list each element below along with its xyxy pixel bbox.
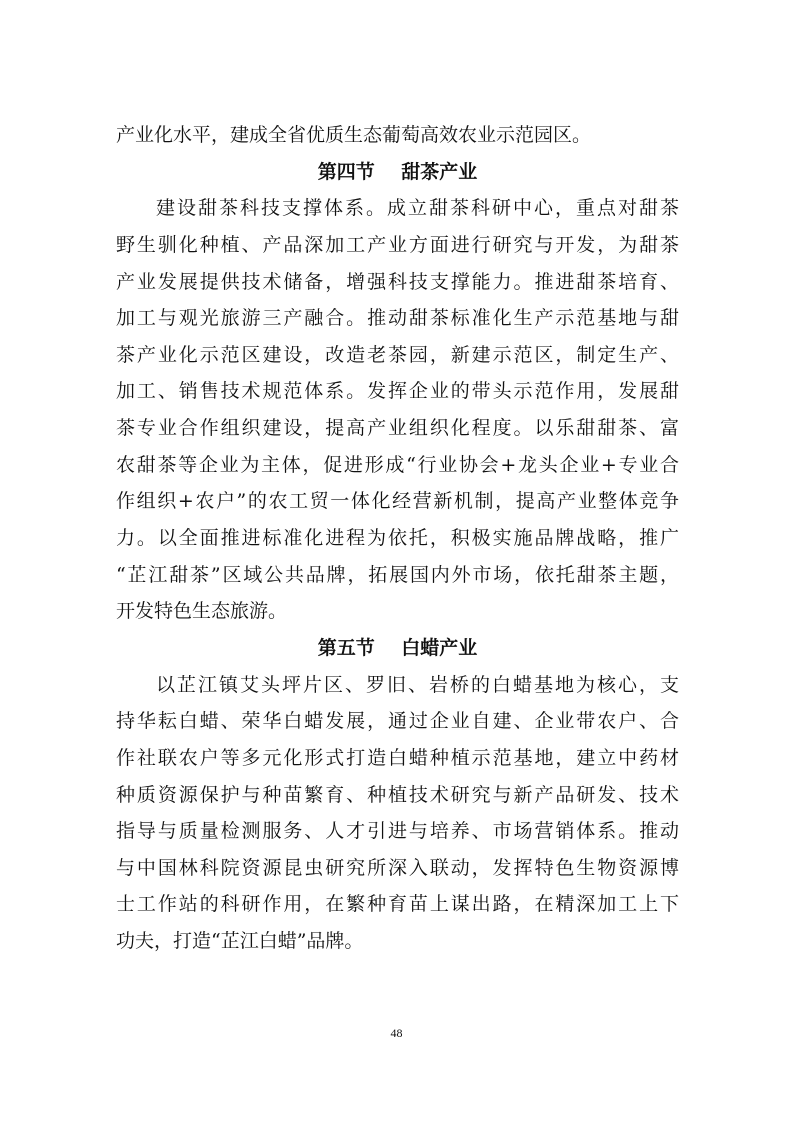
section-heading-white-wax: 第五节 白蜡产业 (317, 636, 478, 659)
page-number: 48 (390, 1026, 403, 1040)
section-heading-tea: 第四节 甜茶产业 (317, 160, 478, 183)
paragraph-line: 作组织+农户”的农工贸一体化经营新机制，提高产业整体竞争 (116, 490, 679, 513)
paragraph-line: “芷江甜茶”区域公共品牌，拓展国内外市场，依托甜茶主题， (116, 563, 679, 586)
paragraph-line: 以芷江镇艾头坪片区、罗旧、岩桥的白蜡基地为核心，支 (156, 673, 679, 696)
paragraph-line: 野生驯化种植、产品深加工产业方面进行研究与开发，为甜茶 (116, 233, 679, 256)
paragraph-line: 开发特色生态旅游。 (116, 600, 288, 623)
paragraph-line: 产业发展提供技术储备，增强科技支撑能力。推进甜茶培育、 (116, 270, 679, 293)
paragraph-line: 功夫，打造“芷江白蜡”品牌。 (116, 930, 364, 953)
paragraph-line: 加工与观光旅游三产融合。推动甜茶标准化生产示范基地与甜 (116, 307, 679, 330)
paragraph-line: 种质资源保护与种苗繁育、种植技术研究与新产品研发、技术 (116, 783, 679, 806)
paragraph-line: 建设甜茶科技支撑体系。成立甜茶科研中心，重点对甜茶 (156, 197, 679, 220)
paragraph-line: 加工、销售技术规范体系。发挥企业的带头示范作用，发展甜 (116, 380, 679, 403)
paragraph-line: 产业化水平，建成全省优质生态葡萄高效农业示范园区。 (116, 124, 592, 146)
paragraph-line: 持华耘白蜡、荣华白蜡发展，通过企业自建、企业带农户、合 (116, 710, 679, 733)
paragraph-line: 茶专业合作组织建设，提高产业组织化程度。以乐甜甜茶、富 (116, 417, 679, 440)
paragraph-line: 与中国林科院资源昆虫研究所深入联动，发挥特色生物资源博 (116, 856, 679, 879)
paragraph-line: 力。以全面推进标准化进程为依托，积极实施品牌战略，推广 (116, 527, 679, 550)
paragraph-line: 茶产业化示范区建设，改造老茶园，新建示范区，制定生产、 (116, 343, 679, 366)
paragraph-line: 农甜茶等企业为主体，促进形成“行业协会+龙头企业+专业合 (116, 453, 679, 476)
paragraph-line: 士工作站的科研作用，在繁种育苗上谋出路，在精深加工上下 (116, 893, 679, 916)
paragraph-line: 作社联农户等多元化形式打造白蜡种植示范基地，建立中药材 (116, 746, 679, 769)
document-body (116, 117, 679, 960)
paragraph-line: 指导与质量检测服务、人才引进与培养、市场营销体系。推动 (116, 820, 679, 843)
